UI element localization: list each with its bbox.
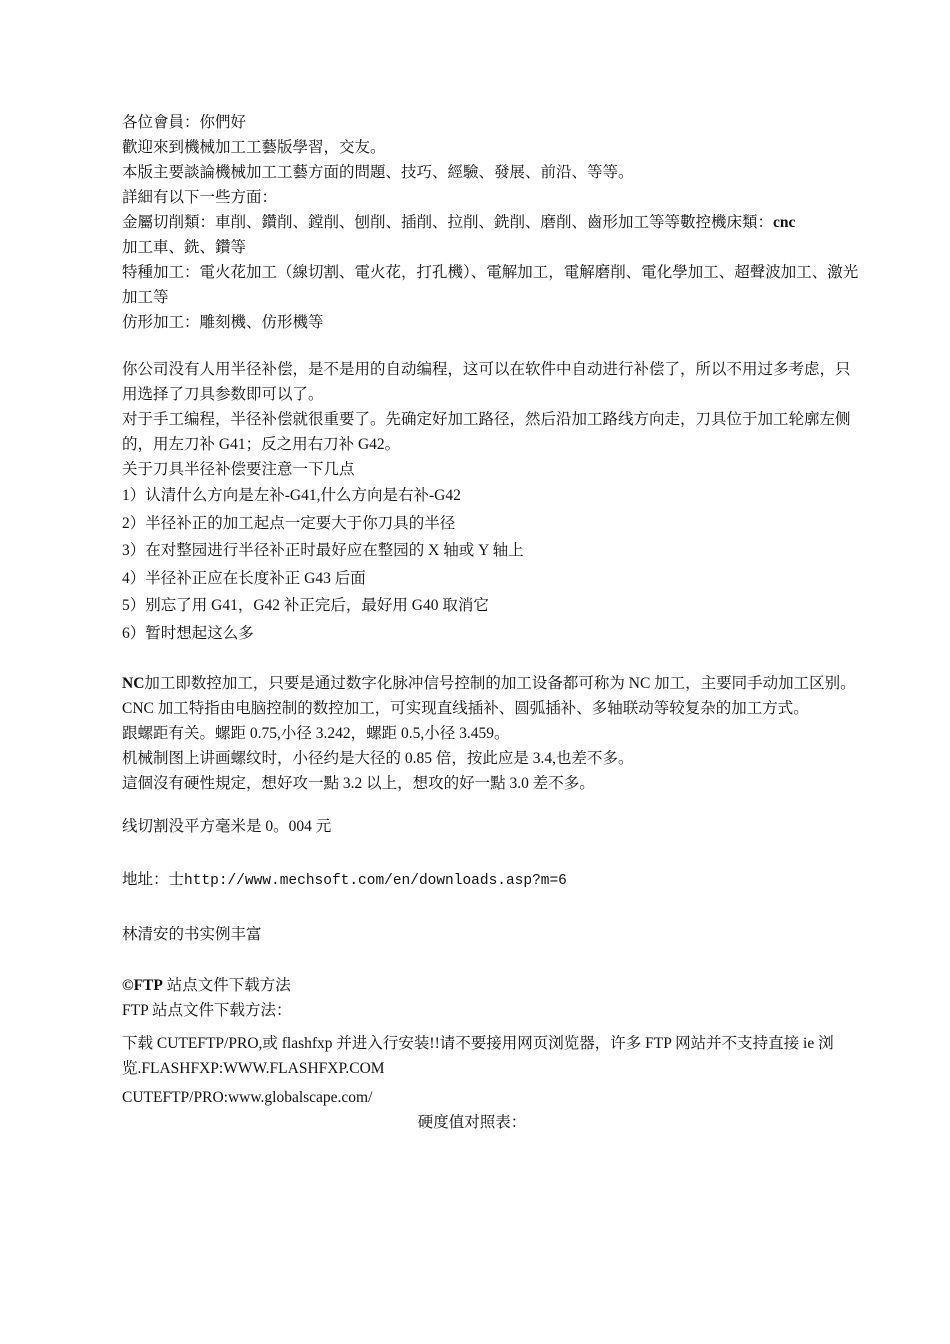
ftp-line-1: FTP 站点文件下载方法： bbox=[122, 1002, 292, 1019]
ftp-heading bbox=[122, 973, 862, 998]
ftp-heading-bold: ©FTP bbox=[122, 977, 163, 994]
metal-cutting-text: 金屬切削類：車削、鑽削、鏜削、刨削、插削、拉削、銑削、磨削、齒形加工等等數控機床類： bbox=[122, 214, 774, 231]
nc-paragraph bbox=[122, 671, 862, 721]
details-line: 詳細有以下一些方面： bbox=[122, 189, 278, 206]
tapping-line: 這個沒有硬性規定，想好攻一點 3.2 以上，想攻的好一點 3.0 差不多。 bbox=[122, 775, 595, 792]
spacer bbox=[122, 1023, 862, 1031]
list-item: 6）暂时想起这么多 bbox=[122, 624, 254, 642]
pitch-line: 跟螺距有关。螺距 0.75,小径 3.242，螺距 0.5,小径 3.459。 bbox=[122, 725, 510, 742]
nc-bold: NC bbox=[122, 675, 145, 692]
welcome-line: 歡迎來到機械加工工藝版學習，交友。 bbox=[122, 139, 386, 156]
ftp-line-2: 下载 CUTEFTP/PRO,或 flashfxp 并进入行安装!!请不要接用网页浏览器，许多 FTP 网站并不支持直接 ie 浏览.FLASHFXP:WWW.FLASHFXP.COM bbox=[122, 1035, 834, 1077]
list-item: 5）别忘了用 G41，G42 补正完后，最好用 G40 取消它 bbox=[122, 597, 489, 614]
ftp-heading-text: 站点文件下载方法 bbox=[162, 977, 291, 994]
copy-machining-line: 仿形加工：雕刻機、仿形機等 bbox=[122, 314, 324, 331]
greeting-line: 各位會員：你們好 bbox=[122, 114, 247, 131]
drawing-line: 机械制图上讲画螺纹时，小径约是大径的 0.85 倍，按此应是 3.4,也差不多。 bbox=[122, 750, 634, 767]
special-machining-line: 特種加工：電火花加工（線切割、電火花，打孔機）、電解加工，電解磨削、電化學加工、超聲波加工、激光加工等 bbox=[122, 264, 859, 306]
spacer bbox=[122, 647, 862, 671]
metal-cutting-text-cont: 加工車、銑、鑽等 bbox=[122, 239, 247, 256]
wire-cut-price-line: 线切割没平方毫米是 0。004 元 bbox=[122, 818, 332, 835]
metal-cutting-line bbox=[122, 210, 862, 260]
spacer bbox=[122, 947, 862, 973]
spacer bbox=[122, 796, 862, 814]
list-item: 3）在对整园进行半径补正时最好应在整园的 X 轴或 Y 轴上 bbox=[122, 542, 524, 559]
document-body bbox=[122, 110, 862, 1135]
spacer bbox=[122, 894, 862, 922]
address-url[interactable]: http://www.mechsoft.com/en/downloads.asp?m=6 bbox=[184, 873, 567, 889]
comp-paragraph-1: 你公司没有人用半径补偿，是不是用的自动编程，这可以在软件中自动进行补偿了，所以不用过多考虑，只用选择了刀具参数即可以了。 bbox=[122, 361, 851, 403]
address-label: 地址：士 bbox=[122, 871, 185, 888]
nc-text: 加工即数控加工，只要是通过数字化脉冲信号控制的加工设备都可称为 NC 加工，主要同手动加工区别。CNC 加工特指由电脑控制的数控加工，可实现直线插补、圆弧插补、多轴联动等较复杂的加工方式。 bbox=[122, 675, 856, 717]
list-item: 4）半径补正应在长度补正 G43 后面 bbox=[122, 569, 366, 587]
spacer bbox=[122, 335, 862, 357]
ftp-line-3: CUTEFTP/PRO:www.globalscape.com/ bbox=[122, 1089, 373, 1106]
comp-paragraph-2: 对于手工编程，半径补偿就很重要了。先确定好加工路径，然后沿加工路线方向走，刀具位于加工轮廓左侧的，用左刀补 G41；反之用右刀补 G42。 bbox=[122, 411, 851, 453]
address-line bbox=[122, 867, 862, 894]
list-item: 1）认清什么方向是左补-G41,什么方向是右补-G42 bbox=[122, 487, 461, 504]
cnc-bold: cnc bbox=[773, 214, 796, 231]
book-line: 林清安的书实例丰富 bbox=[122, 926, 262, 943]
comp-paragraph-3: 关于刀具半径补偿要注意一下几点 bbox=[122, 461, 355, 478]
list-item: 2）半径补正的加工起点一定要大于你刀具的半径 bbox=[122, 514, 456, 532]
comp-list bbox=[122, 482, 862, 647]
hardness-table-title: 硬度值对照表： bbox=[417, 1114, 527, 1131]
spacer bbox=[122, 839, 862, 867]
topic-line: 本版主要談論機械加工工藝方面的問題、技巧、經驗、發展、前沿、等等。 bbox=[122, 164, 634, 181]
